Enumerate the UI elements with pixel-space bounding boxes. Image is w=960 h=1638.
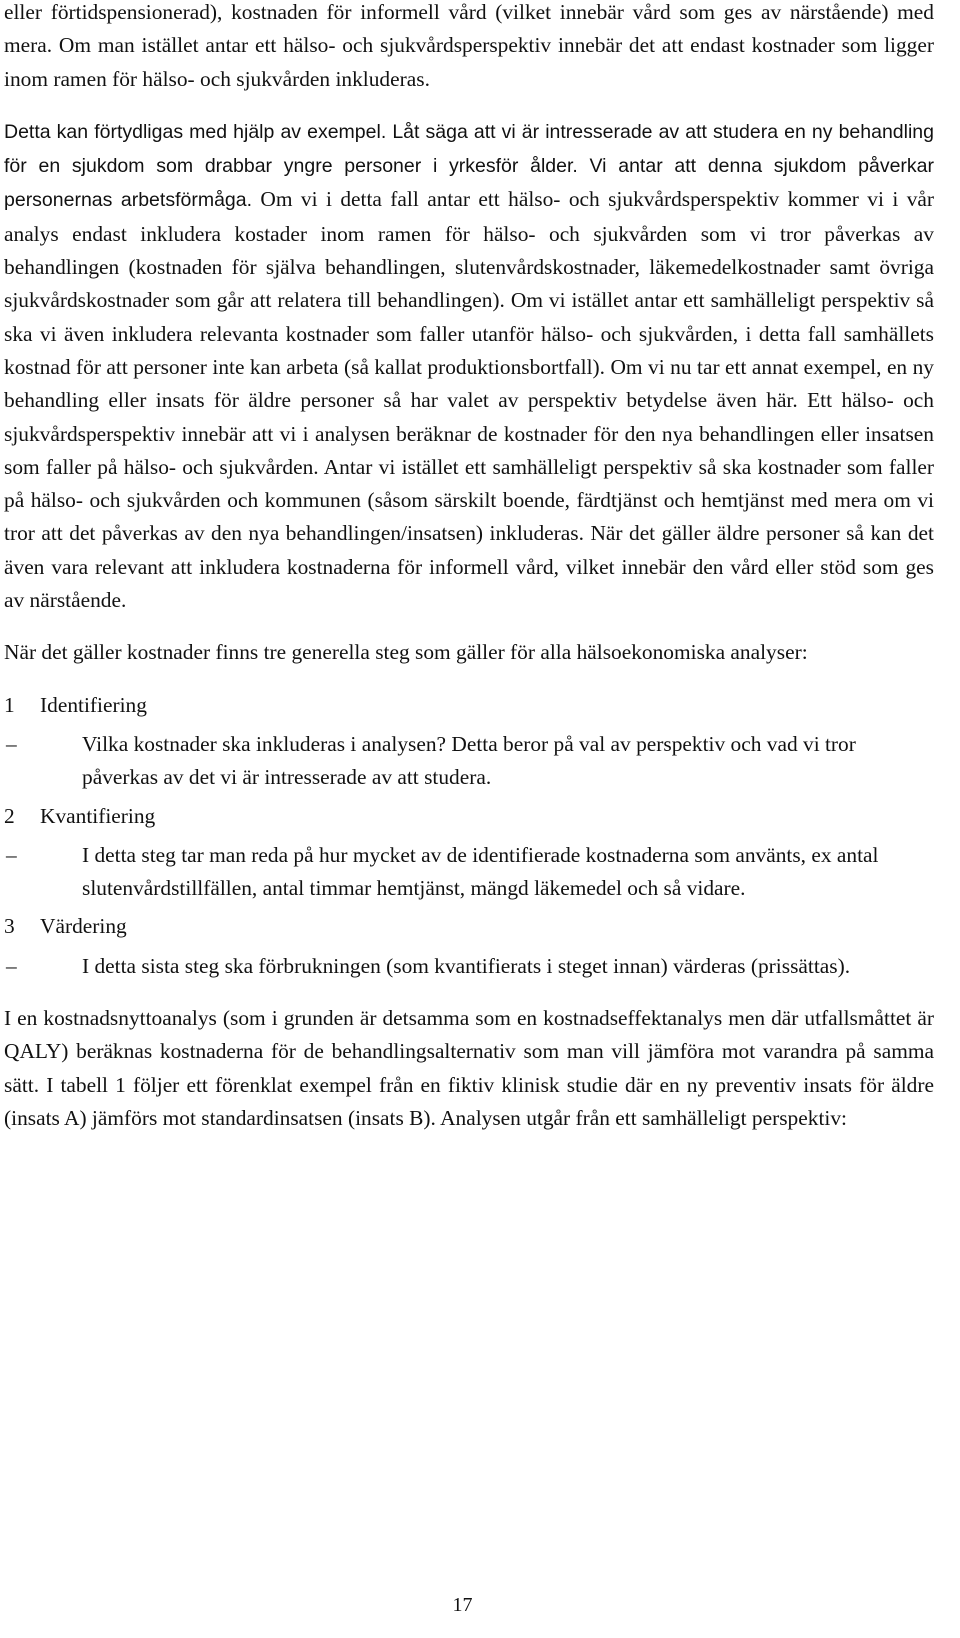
step-3-heading [4,910,934,943]
step-2-subitem [4,839,934,906]
step-2-title: Kvantifiering [40,803,156,828]
paragraph-closing: I en kostnadsnyttoanalys (som i grunden är detsamma som en kostnadseffektanalys men där utfallsmåttet är QALY) beräknas kostnaderna för de behandlingsalternativ som man vill jämföra mot varandra på samma sätt. I tabell 1 följer ett förenklat exempel från en fiktiv klinisk studie där en ny preventiv insats för äldre (insats A) jämförs mot standardinsatsen (insats B). Analysen utgår från ett samhälleligt perspektiv: [4,1006,934,1130]
step-1-number: 1 [4,692,15,717]
paragraph-steps-intro: När det gäller kostnader finns tre generella steg som gäller för alla hälsoekonomiska analyser: [4,640,808,665]
dash-bullet: – [6,842,17,867]
step-2-heading [4,800,934,833]
paragraph-example [4,115,934,617]
step-3-text: I detta sista steg ska förbrukningen (som kvantifierats i steget innan) värderas (prissättas). [82,953,851,978]
step-3 [4,910,934,983]
step-1 [4,689,934,795]
step-2-number: 2 [4,803,15,828]
dash-bullet: – [6,953,17,978]
dash-bullet: – [6,731,17,756]
step-2-text: I detta steg tar man reda på hur mycket av de identifierade kostnaderna som använts, ex antal slutenvårdstillfällen, antal timmar hemtjänst, mängd läkemedel och så vidare. [82,842,879,901]
paragraph-intro-continued: eller förtidspensionerad), kostnaden för informell vård (vilket innebär vård som ges av närstående) med mera. Om man istället antar ett hälso- och sjukvårdsperspektiv innebär det att endast kostnader som ligger inom ramen för hälso- och sjukvården inkluderas. [4,0,934,91]
step-1-text: Vilka kostnader ska inkluderas i analysen? Detta beror på val av perspektiv och vad vi tror påverkas av det vi är intresserade av att studera. [82,731,856,790]
page-body [4,0,934,1135]
step-3-number: 3 [4,914,15,939]
step-1-heading [4,689,934,722]
step-2 [4,800,934,906]
cost-steps-list [4,689,934,983]
page-number: 17 [452,1594,473,1616]
step-1-subitem [4,728,934,795]
step-3-title: Värdering [40,914,127,939]
paragraph-example-serif-text: Om vi i detta fall antar ett hälso- och sjukvårdsperspektiv kommer vi i vår analys endast inkludera kostader inom ramen för hälso- och sjukvården som vi tror påverkas av behandlingen (kostnaden för själva behandlingen, slutenvårdskostnader, läkemedelkostnader samt övriga sjukvårdskostnader som går att relatera till behandlingen). Om vi istället antar ett samhälleligt perspektiv så ska vi även inkludera relevanta kostnader som faller utanför hälso- och sjukvården, i detta fall samhällets kostnad för att personer inte kan arbeta (så kallat produktionsbortfall). Om vi nu tar ett annat exempel, en ny behandling eller insats för äldre personer så har valet av perspektiv betydelse även här. Ett hälso- och sjukvårdsperspektiv innebär att vi i analysen beräknar de kostnader för den nya behandlingen eller insatsen som faller på hälso- och sjukvården. Antar vi istället ett samhälleligt perspektiv så ska kostnader som faller på hälso- och sjukvården och kommunen (såsom särskilt boende, färdtjänst och hemtjänst med mera om vi tror att det påverkas av den nya behandlingen/insatsen) inkluderas. När det gäller äldre personer så kan det även vara relevant att inkludera kostnaderna för informell vård, vilket innebär den vård eller stöd som ges av närstående. [4,187,935,613]
paragraph-example-sans-text: Detta kan förtydligas med hjälp av exempel. Låt säga att vi är intresserade av att studera en ny behandling för en sjukdom som drabbar yngre personer i yrkesför ålder. Vi antar att denna sjukdom påverkar personernas arbetsförmåga. [4,120,934,212]
step-3-subitem [4,950,934,983]
step-1-title: Identifiering [40,692,147,717]
